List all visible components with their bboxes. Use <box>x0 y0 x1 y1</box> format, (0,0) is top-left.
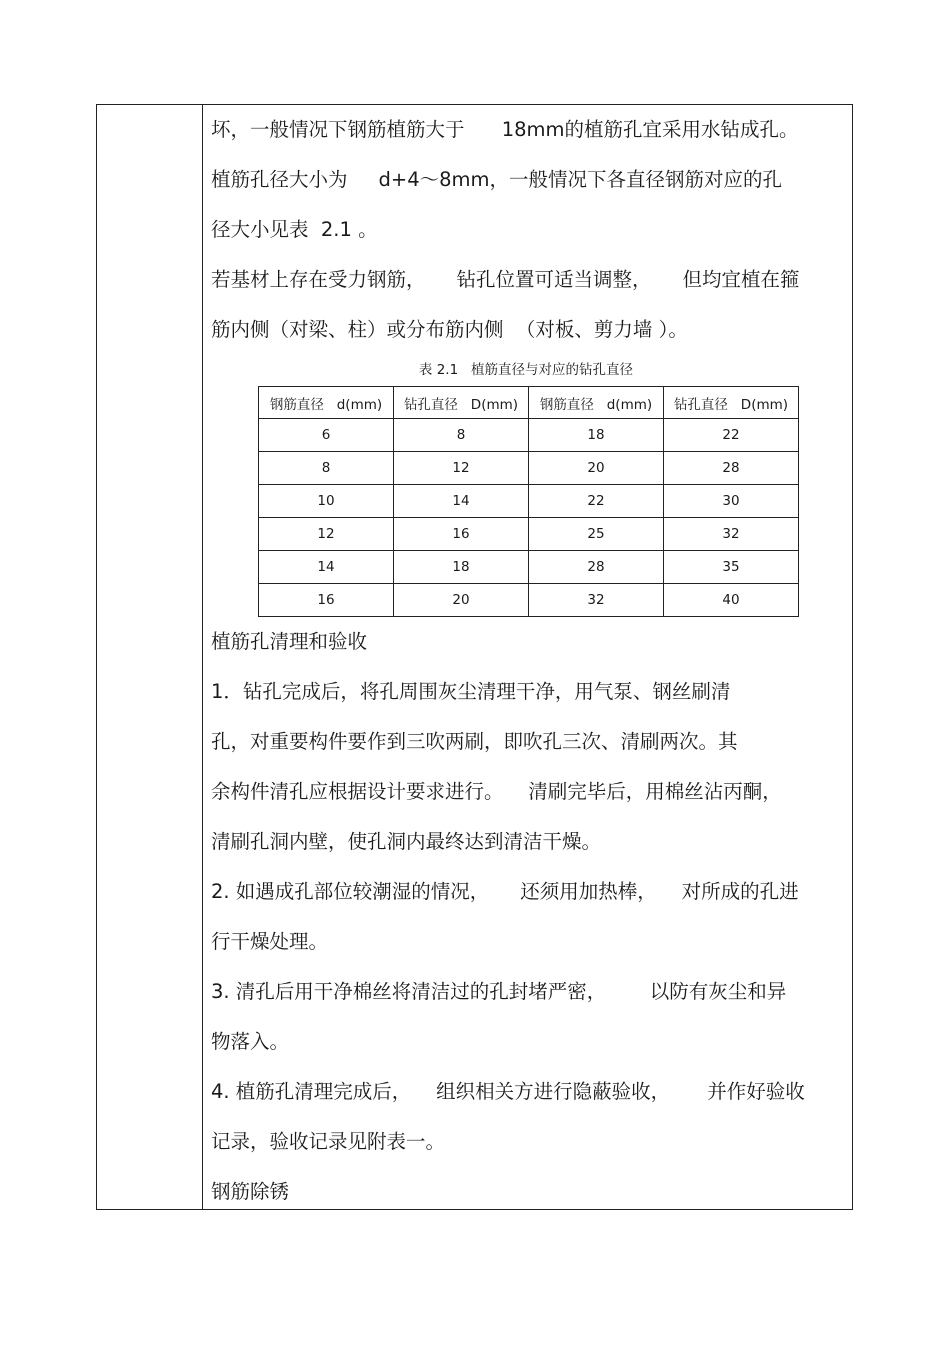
table-cell: 8 <box>394 419 529 452</box>
table-cell: 16 <box>259 584 394 617</box>
paragraph: 筋内侧（对梁、柱）或分布筋内侧 （对板、剪力墙 ）。 <box>211 318 688 341</box>
table-cell: 18 <box>529 419 664 452</box>
table-row <box>259 452 799 485</box>
table-cell: 16 <box>394 518 529 551</box>
table-header-cell: 钻孔直径 D(mm) <box>394 387 529 419</box>
paragraph: 若基材上存在受力钢筋， 钻孔位置可适当调整， 但均宜植在箍 <box>211 268 800 291</box>
table-header-cell: 钻孔直径 D(mm) <box>664 387 799 419</box>
table-cell: 12 <box>394 452 529 485</box>
table-header-cell: 钢筋直径 d(mm) <box>259 387 394 419</box>
paragraph: 坏，一般情况下钢筋植筋大于 18mm的植筋孔宜采用水钻成孔。 <box>211 118 799 141</box>
paragraph: 孔，对重要构件要作到三吹两刷，即吹孔三次、清刷两次。其 <box>211 730 738 753</box>
column-divider <box>202 105 203 1209</box>
table-cell: 20 <box>394 584 529 617</box>
table-cell: 14 <box>259 551 394 584</box>
paragraph: 1．钻孔完成后，将孔周围灰尘清理干净，用气泵、钢丝刷清 <box>211 680 731 703</box>
table-header-row <box>259 387 799 419</box>
table-cell: 10 <box>259 485 394 518</box>
table-cell: 8 <box>259 452 394 485</box>
table-header-cell: 钢筋直径 d(mm) <box>529 387 664 419</box>
table-cell: 30 <box>664 485 799 518</box>
paragraph: 行干燥处理。 <box>211 930 329 953</box>
paragraph: 物落入。 <box>211 1030 290 1053</box>
paragraph: 记录，验收记录见附表一。 <box>211 1130 446 1153</box>
table-cell: 18 <box>394 551 529 584</box>
main-content <box>211 105 841 1217</box>
paragraph: 径大小见表 2.1 。 <box>211 218 378 241</box>
table-cell: 22 <box>664 419 799 452</box>
table-cell: 32 <box>529 584 664 617</box>
table-cell: 28 <box>529 551 664 584</box>
table-caption: 表 2.1 植筋直径与对应的钻孔直径 <box>418 362 634 378</box>
paragraph: 清刷孔洞内壁，使孔洞内最终达到清洁干燥。 <box>211 830 602 853</box>
table-cell: 20 <box>529 452 664 485</box>
table-cell: 22 <box>529 485 664 518</box>
table-row <box>259 419 799 452</box>
paragraph: 植筋孔径大小为 d+4～8mm，一般情况下各直径钢筋对应的孔 <box>211 168 783 191</box>
paragraph: 余构件清孔应根据设计要求进行。 清刷完毕后，用棉丝沾丙酮， <box>211 780 782 803</box>
document-frame <box>96 104 853 1210</box>
section-heading: 钢筋除锈 <box>211 1180 290 1203</box>
table-row <box>259 518 799 551</box>
table-cell: 28 <box>664 452 799 485</box>
paragraph: 2. 如遇成孔部位较潮湿的情况， 还须用加热棒， 对所成的孔进 <box>211 880 799 903</box>
table-row <box>259 584 799 617</box>
paragraph: 3. 清孔后用干净棉丝将清洁过的孔封堵严密， 以防有灰尘和异 <box>211 980 787 1003</box>
table-row <box>259 551 799 584</box>
table-cell: 32 <box>664 518 799 551</box>
table-cell: 40 <box>664 584 799 617</box>
section-heading: 植筋孔清理和验收 <box>211 630 368 653</box>
paragraph: 4. 植筋孔清理完成后， 组织相关方进行隐蔽验收， 并作好验收 <box>211 1080 805 1103</box>
table-row <box>259 485 799 518</box>
rebar-diameter-table <box>258 386 799 617</box>
table-cell: 6 <box>259 419 394 452</box>
table-cell: 35 <box>664 551 799 584</box>
table-cell: 25 <box>529 518 664 551</box>
table-cell: 14 <box>394 485 529 518</box>
table-cell: 12 <box>259 518 394 551</box>
